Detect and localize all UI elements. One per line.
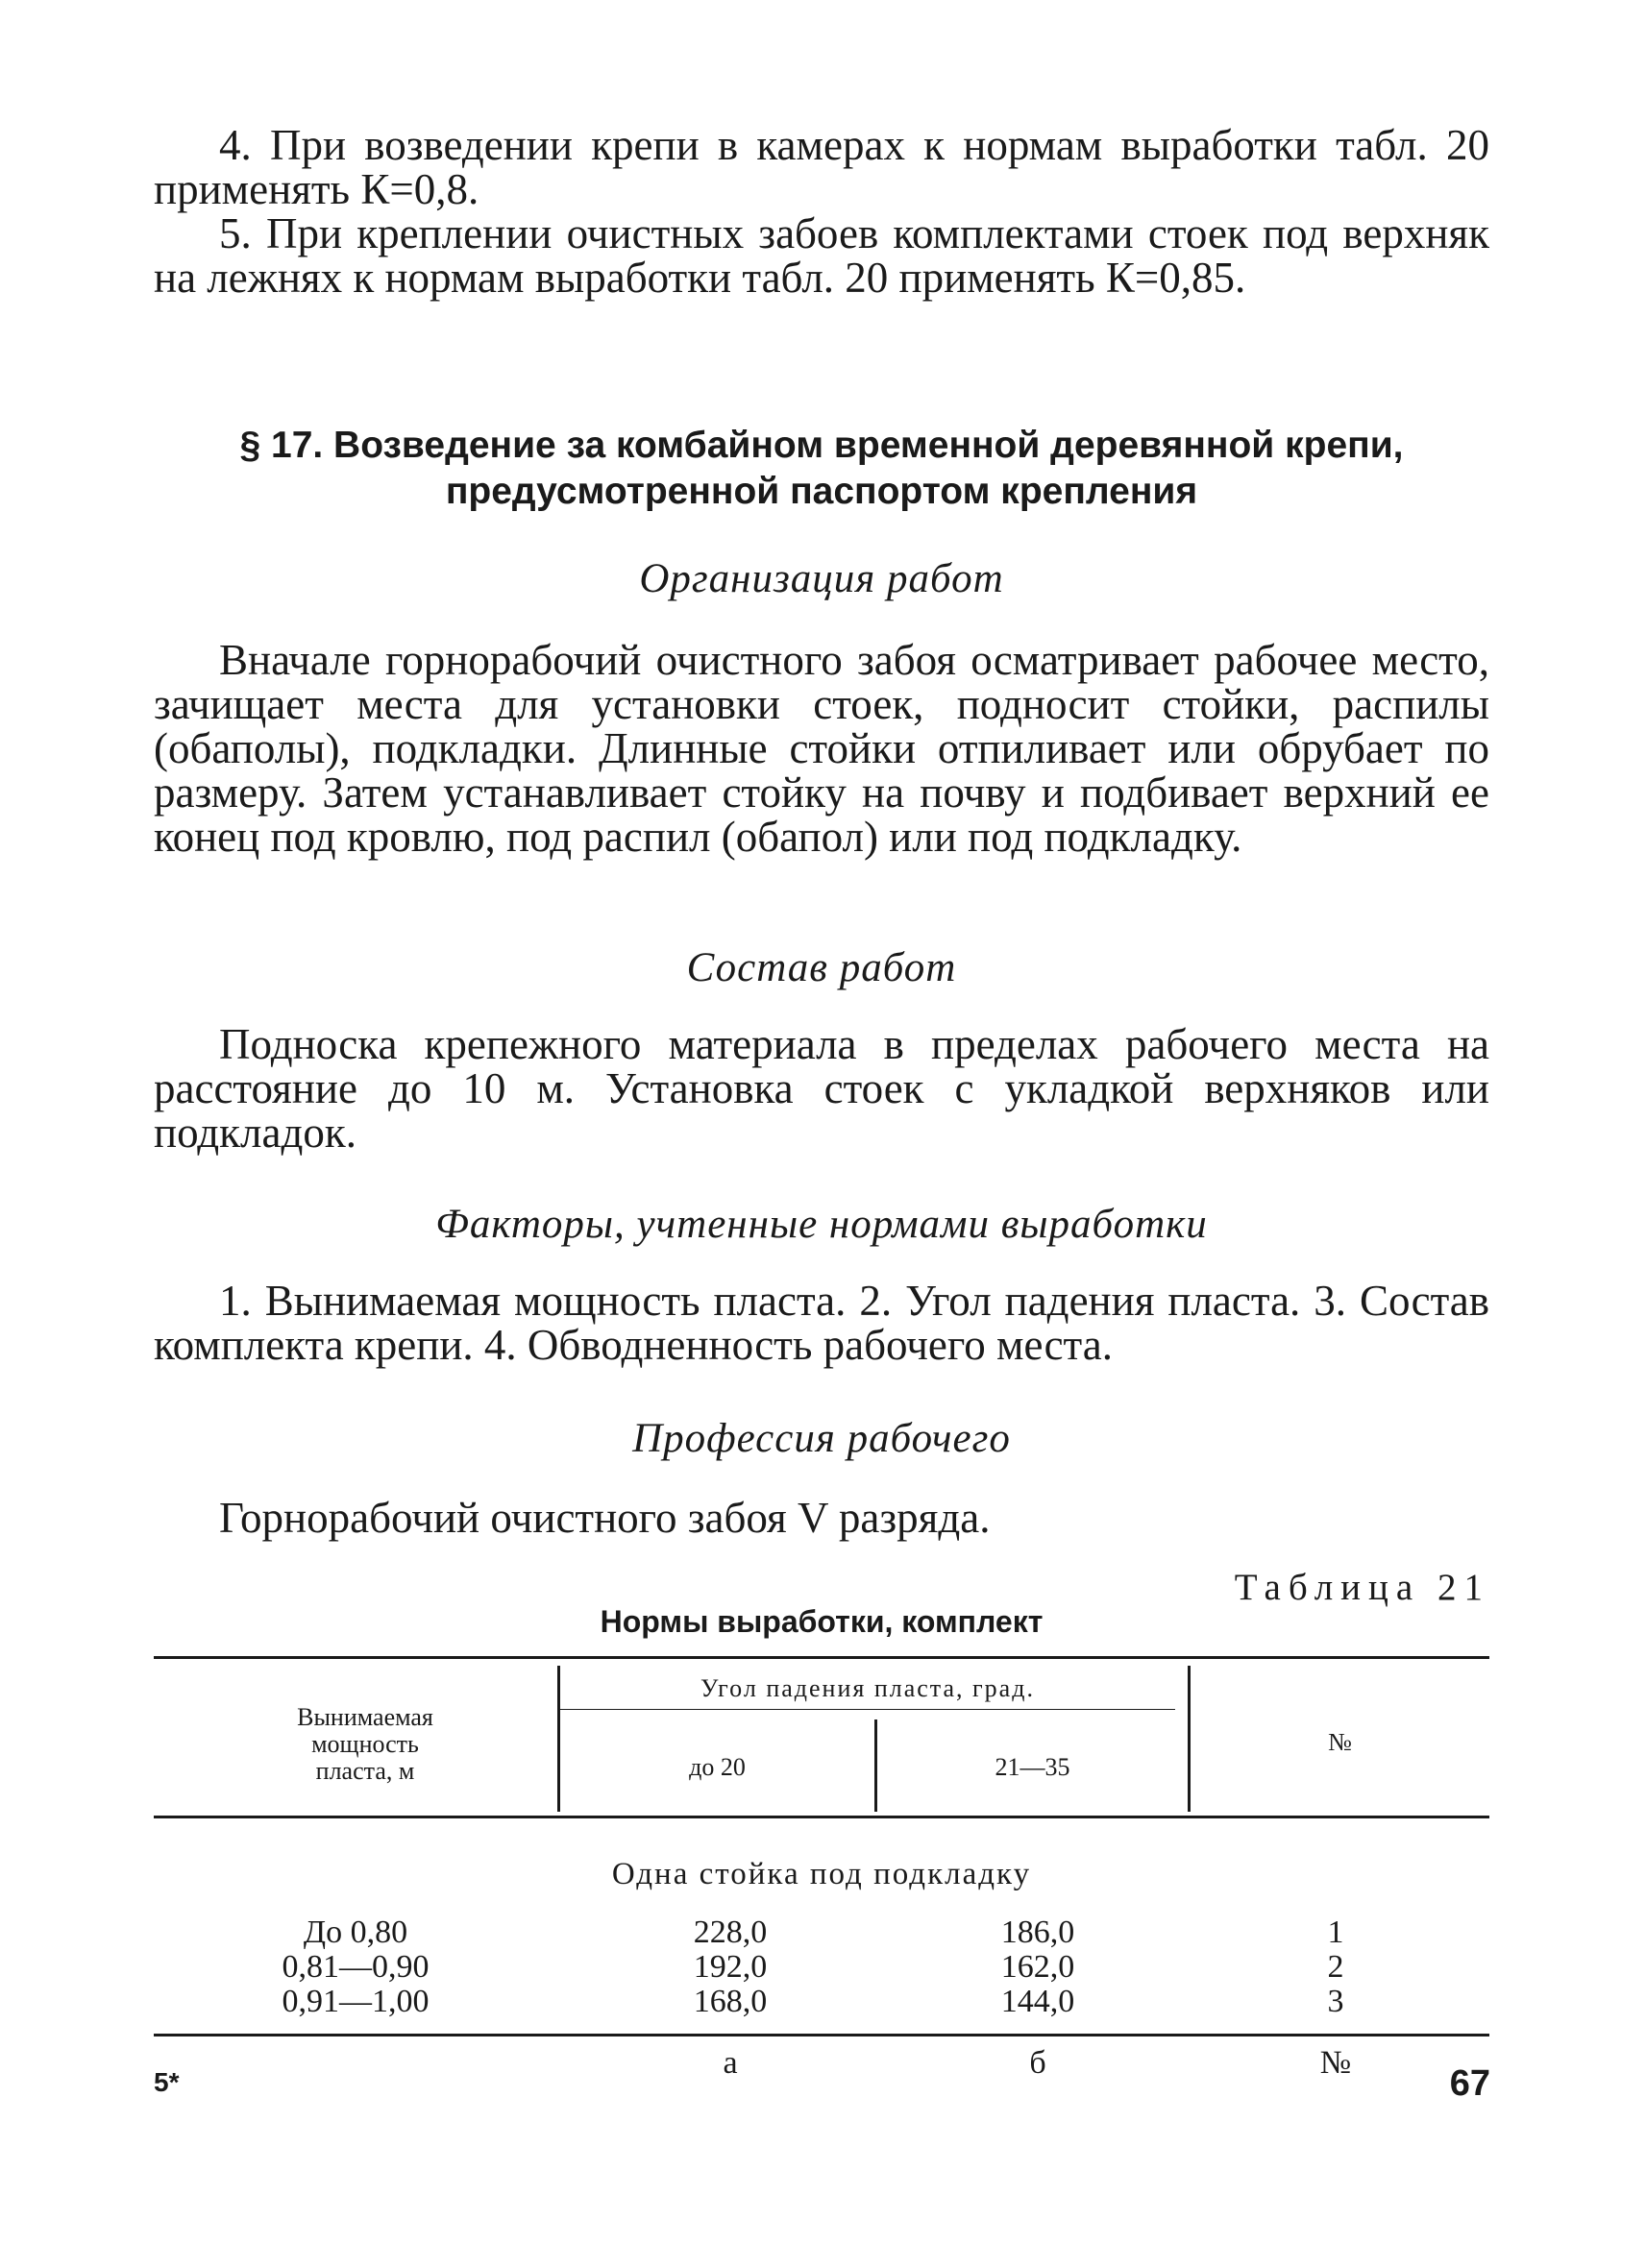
row2-thickness: 0,81—0,90 [282,1949,430,1985]
composition-paragraph [154,1022,1489,1155]
row2-num: 2 [1327,1949,1344,1985]
angle-group-rule [560,1709,1175,1710]
row1-col-b: 186,0 [1000,1914,1075,1950]
table-title: Нормы выработки, комплект [600,1604,1044,1639]
header-col-a: до 20 [689,1753,746,1781]
header-col-num: № [1328,1728,1352,1756]
row3-thickness: 0,91—1,00 [282,1984,430,2019]
row-group-title: Одна стойка под подкладку [611,1857,1032,1891]
header-col-b: 21—35 [995,1753,1070,1781]
row2-col-b: 162,0 [1000,1949,1075,1985]
footer-col-num: № [1319,2045,1352,2081]
header-angle-group: Угол падения пласта, град. [700,1674,1035,1702]
row2-col-a: 192,0 [693,1949,768,1985]
header-thickness-line2: мощность [311,1730,419,1758]
header-thickness [231,1704,500,1785]
organization-heading: Организация работ [639,556,1004,601]
table-header-rule [154,1816,1489,1818]
row1-col-a: 228,0 [693,1914,768,1950]
row1-num: 1 [1327,1914,1344,1950]
organization-text: Вначале горнорабочий очистного забоя осматривает рабочее место, зачищает места для установки стоек, подносит стойки, распилы (обаполы), подкладки. Длинные стойки отпиливает или обрубает по размеру. Затем устанавливает стойку на почву и подбивает верхний ее конец под кровлю, под распил (обапол) или под подкладку. [154,636,1489,861]
row3-col-a: 168,0 [693,1984,768,2019]
organization-paragraph [154,638,1489,859]
composition-text: Подноска крепежного материала в пределах рабочего места на расстояние до 10 м. Установка стоек с укладкой верхняков или подкладок. [154,1020,1489,1157]
profession-text: Горнорабочий очистного забоя V разряда. [219,1494,991,1542]
section-title-line2: предусмотренной паспортом крепления [445,471,1198,512]
header-thickness-line3: пласта, м [315,1757,415,1785]
factors-paragraph [154,1279,1489,1367]
footer-col-b: б [1029,2045,1046,2081]
factors-heading: Факторы, учтенные нормами выработки [435,1202,1208,1247]
row3-num: 3 [1327,1984,1344,2019]
note-5 [154,211,1489,300]
note-4-text: 4. При возведении крепи в камерах к нормам выработки табл. 20 применять К=0,8. [154,121,1489,213]
note-5-text: 5. При креплении очистных забоев комплектами стоек под верхняк на лежнях к нормам выработки табл. 20 применять К=0,85. [154,209,1489,302]
note-4 [154,123,1489,211]
composition-heading: Состав работ [686,945,957,990]
row3-col-b: 144,0 [1000,1984,1075,2019]
table-top-rule [154,1656,1489,1659]
profession-heading: Профессия рабочего [632,1416,1011,1461]
sheet-signature: 5* [154,2067,180,2097]
section-title [154,423,1489,515]
header-thickness-line1: Вынимаемая [297,1703,433,1731]
table-bottom-rule [154,2034,1489,2036]
section-title-line1: § 17. Возведение за комбайном временной деревянной крепи, [239,425,1404,466]
page-number: 67 [1449,2063,1490,2104]
row1-thickness: До 0,80 [303,1914,408,1950]
table-label: Таблица 21 [1234,1567,1490,1608]
footer-col-a: а [723,2045,738,2081]
factors-text: 1. Вынимаемая мощность пласта. 2. Угол падения пласта. 3. Состав комплекта крепи. 4. Обводненность рабочего места. [154,1277,1489,1369]
profession-paragraph [154,1496,1489,1540]
